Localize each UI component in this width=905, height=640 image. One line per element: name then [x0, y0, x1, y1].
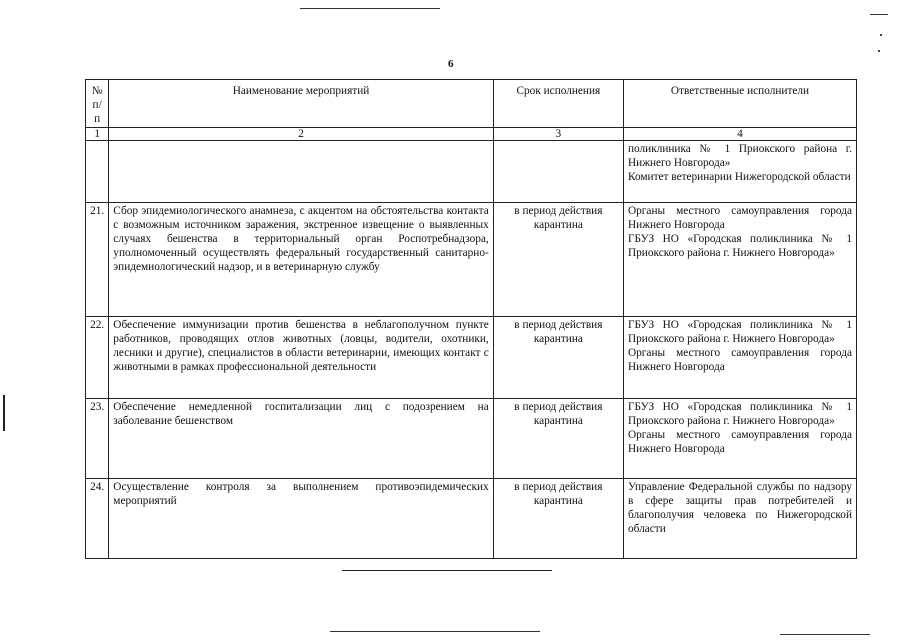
executor-line: поликлиника № 1 Приокского района г. Нижнего Новгорода» — [627, 143, 852, 169]
column-number: 4 — [623, 128, 856, 141]
row-executors — [623, 203, 856, 317]
row-term — [493, 141, 623, 203]
table-row — [86, 203, 857, 317]
column-number: 2 — [109, 128, 493, 141]
measures-table — [85, 79, 857, 559]
row-executors — [623, 141, 856, 203]
scan-speck — [880, 34, 882, 36]
row-number: 21. — [86, 203, 109, 317]
scan-speck — [878, 50, 880, 52]
table-row — [86, 317, 857, 399]
row-name: Сбор эпидемиологического анамнеза, с акцентом на обстоятельства контакта с возможным источником заражения, экстренное извещение о выявленных случаях бешенства в территориальный орган Роспотребнадзора, уполномоченный осуществлять федеральный государственный санитарно-эпидемиологический надзор, и в ветеринарную службу — [109, 203, 493, 317]
page-number: 6 — [448, 58, 454, 70]
executor-line: Комитет ветеринарии Нижегородской области — [627, 171, 851, 183]
table-row — [86, 479, 857, 559]
executor-line: ГБУЗ НО «Городская поликлиника № 1 Приокского района г. Нижнего Новгорода» — [627, 401, 852, 427]
executor-line: ГБУЗ НО «Городская поликлиника № 1 Приокского района г. Нижнего Новгорода» — [627, 319, 852, 345]
scan-artifact-top — [300, 8, 440, 9]
table-row — [86, 141, 857, 203]
row-name: Обеспечение немедленной госпитализации лиц с подозрением на заболевание бешенством — [109, 399, 493, 479]
executor-line: Органы местного самоуправления города Нижнего Новгорода — [627, 347, 852, 373]
table-header-row — [86, 80, 857, 128]
row-executors — [623, 317, 856, 399]
table-row — [86, 399, 857, 479]
header-executors: Ответственные исполнители — [623, 80, 856, 128]
row-number — [86, 141, 109, 203]
row-executors — [623, 479, 856, 559]
row-executors — [623, 399, 856, 479]
row-term: в период действия карантина — [493, 203, 623, 317]
executor-line: Органы местного самоуправления города Нижнего Новгорода — [627, 429, 852, 455]
column-number: 1 — [86, 128, 109, 141]
end-rule — [342, 570, 552, 571]
row-term: в период действия карантина — [493, 317, 623, 399]
header-num: № п/п — [86, 80, 109, 128]
executor-line: Органы местного самоуправления города Нижнего Новгорода — [627, 205, 852, 231]
row-term: в период действия карантина — [493, 479, 623, 559]
executor-line: ГБУЗ НО «Городская поликлиника № 1 Приокского района г. Нижнего Новгорода» — [627, 233, 852, 259]
scan-artifact-margin — [3, 395, 5, 431]
row-name: Обеспечение иммунизации против бешенства в неблагополучном пункте работников, проводящих отлов животных (ловцы, водители, охотники, лесники и другие), специалистов в области ветеринарии, имеющих контакт с животными в рамках профессиональной деятельности — [109, 317, 493, 399]
scan-artifact-bottom — [330, 631, 540, 632]
executor-line: Управление Федеральной службы по надзору в сфере защиты прав потребителей и благополучия человека по Нижегородской области — [627, 481, 852, 535]
header-term: Срок исполнения — [493, 80, 623, 128]
row-number: 22. — [86, 317, 109, 399]
row-term: в период действия карантина — [493, 399, 623, 479]
row-name — [109, 141, 493, 203]
row-name: Осуществление контроля за выполнением противоэпидемических мероприятий — [109, 479, 493, 559]
scan-artifact-bottom-right — [780, 634, 870, 635]
row-number: 23. — [86, 399, 109, 479]
scan-artifact-top-right — [870, 14, 888, 15]
header-name: Наименование мероприятий — [109, 80, 493, 128]
row-number: 24. — [86, 479, 109, 559]
column-number-row — [86, 128, 857, 141]
column-number: 3 — [493, 128, 623, 141]
